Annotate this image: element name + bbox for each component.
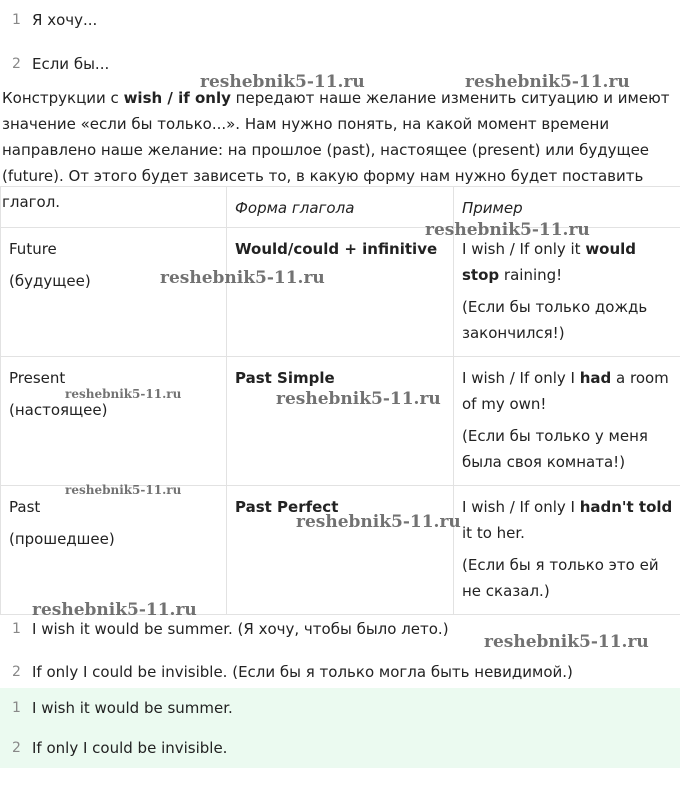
list-item xyxy=(0,6,680,36)
item-number: 1 xyxy=(12,621,21,637)
intro-text-rest: передают наше желание изменить ситуацию и имеют значение «если бы только...». Нам нужно понять, на какой момент времени направлено наше желание: на прошлое (past), настоящее (present) или будущее (future). От этого будет зависеть то, в какую форму нам нужно будет поставить глагол. xyxy=(2,89,670,211)
header-example: Пример xyxy=(454,187,680,228)
form-cell xyxy=(227,486,454,615)
list-item xyxy=(0,658,680,688)
example-sentence xyxy=(462,236,674,288)
example-text-end: it to her. xyxy=(462,524,525,542)
table-row xyxy=(1,486,680,615)
watermark: reshebnik5-11.ru xyxy=(484,632,649,652)
form-cell xyxy=(227,228,454,357)
watermark: reshebnik5-11.ru xyxy=(296,512,461,532)
answer-item xyxy=(0,728,680,768)
watermark: reshebnik5-11.ru xyxy=(32,600,197,620)
example-text: I wish / If only I xyxy=(462,369,580,387)
item-number: 2 xyxy=(12,740,21,756)
example-text-end: a room of my own! xyxy=(462,369,669,413)
table-row xyxy=(1,228,680,357)
example-text: I wish / If only I xyxy=(462,498,580,516)
tense-cell xyxy=(1,357,227,486)
header-empty xyxy=(1,187,227,228)
form-cell xyxy=(227,357,454,486)
watermark: reshebnik5-11.ru xyxy=(65,387,182,401)
example-text-end: raining! xyxy=(499,266,563,284)
item-text: Если бы... xyxy=(32,55,110,73)
example-cell xyxy=(454,486,680,615)
header-verb-form: Форма глагола xyxy=(227,187,454,228)
watermark: reshebnik5-11.ru xyxy=(465,72,630,92)
item-text: I wish it would be summer. xyxy=(32,699,233,717)
intro-text-start: Конструкции с xyxy=(2,89,124,107)
verb-form: Past Simple xyxy=(235,369,335,387)
item-text: If only I could be invisible. (Если бы я только могла быть невидимой.) xyxy=(32,663,573,681)
watermark: reshebnik5-11.ru xyxy=(160,268,325,288)
watermark: reshebnik5-11.ru xyxy=(65,483,182,497)
verb-form: Past Perfect xyxy=(235,498,339,516)
tense-translation: (прошедшее) xyxy=(9,530,115,548)
tense-name: Future xyxy=(9,240,57,258)
item-text: I wish it would be summer. (Я хочу, чтобы было лето.) xyxy=(32,620,449,638)
item-number: 1 xyxy=(12,700,21,716)
example-cell xyxy=(454,357,680,486)
verb-form: Would/could + infinitive xyxy=(235,240,438,258)
item-number: 1 xyxy=(12,12,21,28)
tense-name: Present xyxy=(9,369,66,387)
example-cell xyxy=(454,228,680,357)
example-verb: had xyxy=(579,369,612,387)
tense-translation: (настоящее) xyxy=(9,401,108,419)
item-text: If only I could be invisible. xyxy=(32,739,228,757)
example-verb: hadn't told xyxy=(579,498,673,516)
item-number: 2 xyxy=(12,664,21,680)
table-row xyxy=(1,357,680,486)
example-translation: (Если бы только у меня была своя комната!) xyxy=(462,427,648,471)
example-translation: (Если бы я только это ей не сказал.) xyxy=(462,556,659,600)
item-number: 2 xyxy=(12,56,21,72)
example-translation: (Если бы только дождь закончился!) xyxy=(462,298,648,342)
example-verb: would stop xyxy=(462,240,637,284)
watermark: reshebnik5-11.ru xyxy=(200,72,365,92)
item-text: Я хочу... xyxy=(32,11,98,29)
tense-name: Past xyxy=(9,498,41,516)
example-text: I wish / If only it xyxy=(462,240,586,258)
answer-item xyxy=(0,688,680,728)
intro-keyword: wish / if only xyxy=(123,89,231,107)
example-sentence xyxy=(462,365,674,417)
tense-translation: (будущее) xyxy=(9,272,91,290)
example-sentence xyxy=(462,494,674,546)
watermark: reshebnik5-11.ru xyxy=(425,220,590,240)
tense-cell xyxy=(1,228,227,357)
watermark: reshebnik5-11.ru xyxy=(276,389,441,409)
tense-cell xyxy=(1,486,227,615)
